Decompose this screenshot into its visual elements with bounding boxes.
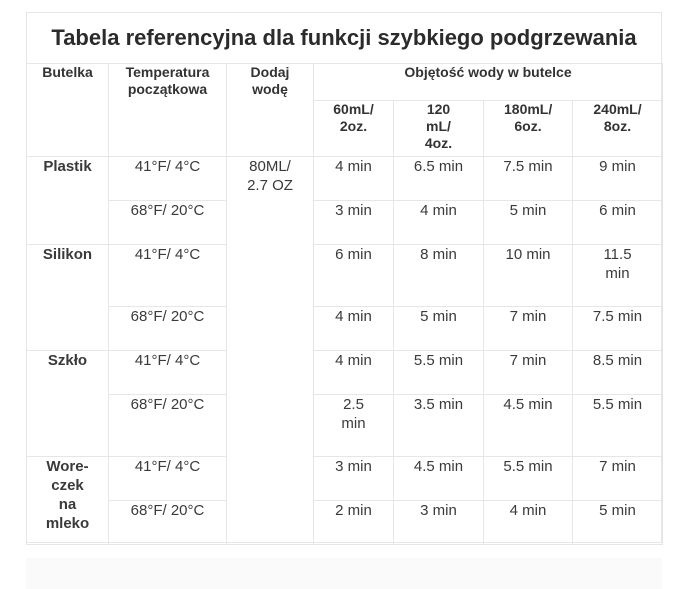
header-volume-60: 60mL/ 2oz. bbox=[314, 101, 394, 157]
time-cell: 7 min bbox=[573, 457, 663, 501]
time-cell: 4 min bbox=[314, 157, 394, 201]
time-cell: 9 min bbox=[573, 157, 663, 201]
time-cell: 7 min bbox=[484, 307, 573, 351]
material-milk-bag: Wore-czek na mleko bbox=[27, 457, 109, 545]
header-bottle: Butelka bbox=[27, 64, 109, 157]
page-title: Tabela referencyjna dla funkcji szybkiego podgrzewania bbox=[26, 12, 662, 64]
time-cell: 2 min bbox=[314, 501, 394, 545]
start-temp-cell: 41°F/ 4°C bbox=[109, 457, 227, 501]
time-cell: 3 min bbox=[314, 457, 394, 501]
table-row bbox=[27, 245, 663, 307]
time-cell: 8 min bbox=[394, 245, 484, 307]
time-cell: 10 min bbox=[484, 245, 573, 307]
start-temp-cell: 68°F/ 20°C bbox=[109, 395, 227, 457]
table-row bbox=[27, 201, 663, 245]
time-cell: 6.5 min bbox=[394, 157, 484, 201]
time-cell: 5.5 min bbox=[484, 457, 573, 501]
start-temp-cell: 68°F/ 20°C bbox=[109, 201, 227, 245]
time-cell: 3.5 min bbox=[394, 395, 484, 457]
table-row bbox=[27, 501, 663, 545]
time-cell: 4 min bbox=[484, 501, 573, 545]
header-volume: Objętość wody w butelce bbox=[314, 64, 663, 101]
start-temp-cell: 68°F/ 20°C bbox=[109, 307, 227, 351]
reference-table bbox=[26, 63, 663, 545]
add-water-value: 80ML/ 2.7 OZ bbox=[227, 157, 314, 545]
time-cell: 2.5 min bbox=[314, 395, 394, 457]
start-temp-cell: 41°F/ 4°C bbox=[109, 351, 227, 395]
time-cell: 5 min bbox=[573, 501, 663, 545]
header-add-water: Dodaj wodę bbox=[227, 64, 314, 157]
time-cell: 11.5 min bbox=[573, 245, 663, 307]
material-glass: Szkło bbox=[27, 351, 109, 457]
start-temp-cell: 41°F/ 4°C bbox=[109, 245, 227, 307]
time-cell: 4.5 min bbox=[484, 395, 573, 457]
time-cell: 4.5 min bbox=[394, 457, 484, 501]
time-cell: 6 min bbox=[573, 201, 663, 245]
time-cell: 5.5 min bbox=[573, 395, 663, 457]
table-row bbox=[27, 157, 663, 201]
time-cell: 5 min bbox=[484, 201, 573, 245]
table-row bbox=[27, 307, 663, 351]
time-cell: 8.5 min bbox=[573, 351, 663, 395]
time-cell: 7.5 min bbox=[573, 307, 663, 351]
material-silicone: Silikon bbox=[27, 245, 109, 351]
time-cell: 4 min bbox=[394, 201, 484, 245]
header-volume-180: 180mL/ 6oz. bbox=[484, 101, 573, 157]
time-cell: 5 min bbox=[394, 307, 484, 351]
material-plastic: Plastik bbox=[27, 157, 109, 245]
start-temp-cell: 68°F/ 20°C bbox=[109, 501, 227, 545]
footer-band bbox=[26, 558, 662, 589]
time-cell: 3 min bbox=[394, 501, 484, 545]
table-row bbox=[27, 395, 663, 457]
start-temp-cell: 41°F/ 4°C bbox=[109, 157, 227, 201]
header-temperature: Temperatura początkowa bbox=[109, 64, 227, 157]
header-volume-120: 120 mL/ 4oz. bbox=[394, 101, 484, 157]
time-cell: 5.5 min bbox=[394, 351, 484, 395]
table-row bbox=[27, 351, 663, 395]
time-cell: 4 min bbox=[314, 351, 394, 395]
time-cell: 6 min bbox=[314, 245, 394, 307]
time-cell: 7.5 min bbox=[484, 157, 573, 201]
table-row bbox=[27, 457, 663, 501]
time-cell: 4 min bbox=[314, 307, 394, 351]
time-cell: 3 min bbox=[314, 201, 394, 245]
header-volume-240: 240mL/ 8oz. bbox=[573, 101, 663, 157]
time-cell: 7 min bbox=[484, 351, 573, 395]
